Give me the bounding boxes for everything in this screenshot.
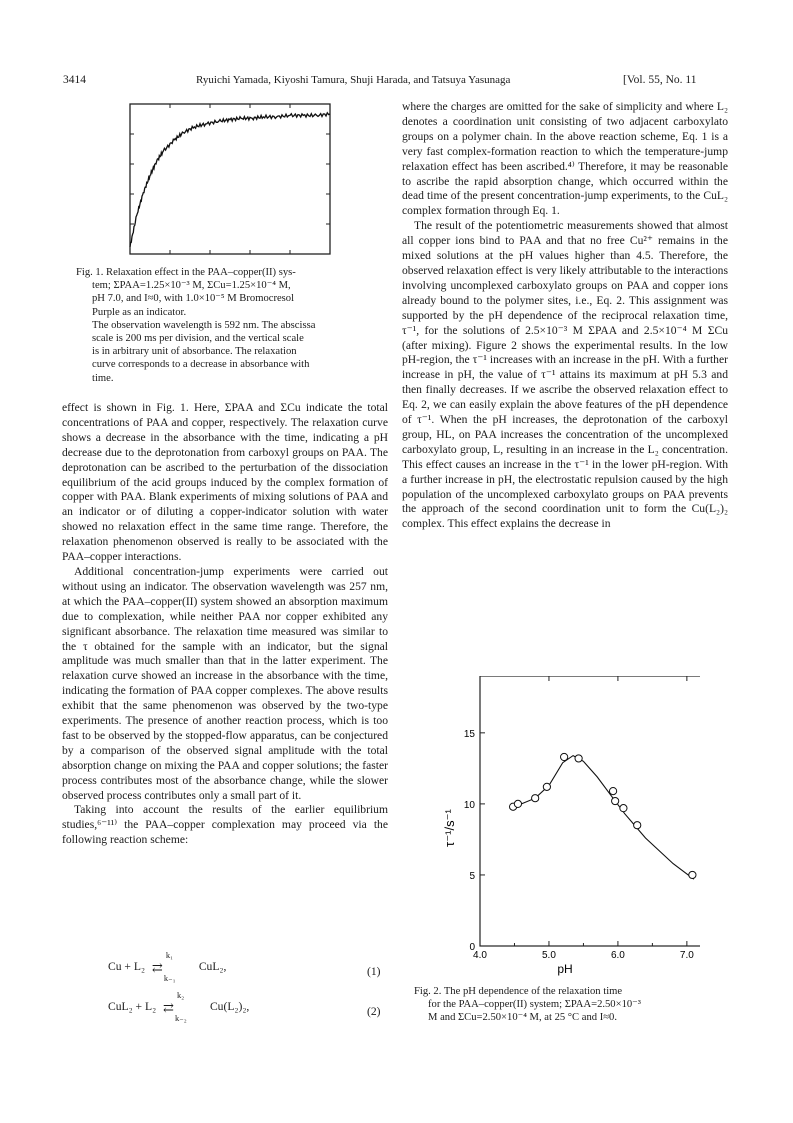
equation-1-number: (1)	[367, 965, 381, 978]
y-tick-label: 15	[463, 728, 475, 740]
figure-1-caption-line: The observation wavelength is 592 nm. The abscissa	[92, 319, 316, 331]
data-point	[575, 755, 582, 762]
equation-rhs: Cu(L₂)₂,	[209, 1000, 250, 1013]
figure-1-chart	[120, 103, 336, 258]
equation-rhs: CuL₂,	[198, 960, 227, 973]
x-tick-label: 4.0	[473, 950, 487, 961]
data-point	[689, 871, 696, 878]
paragraph: Taking into account the results of the earlier equilibrium studies,⁶⁻¹¹⁾ the PAA–copper complexation may proceed via the following reaction scheme:	[62, 803, 388, 847]
paragraph: where the charges are omitted for the sake of simplicity and where L₂ denotes a coordination unit consisting of two adjacent carboxylato groups on a polymer chain. In the above reaction scheme, Eq. 1 is a very fast complex-formation reaction to which the temperature-jump relaxation effect has been ascribed.⁴⁾ Therefore, it may be reasonable to ascribe the rapid absorption change, which occurred within the dead time of the present concentration-jump experiments, to the CuL₂ complex formation through Eq. 1.	[402, 100, 728, 218]
figure-1-caption-line: tem; ΣPAA=1.25×10⁻³ M, ΣCu=1.25×10⁻⁴ M,	[92, 280, 291, 292]
figure-1-caption-line: is in arbitrary unit of absorbance. The relaxation	[92, 346, 297, 358]
x-axis-label: pH	[557, 962, 573, 976]
right-column-text	[402, 100, 728, 532]
figure-1-caption-line: curve corresponds to a decrease in absorbance with	[92, 359, 310, 371]
y-tick-label: 5	[469, 870, 475, 882]
equilibrium-arrows-icon: ⇄	[163, 1000, 174, 1016]
running-head-volume: [Vol. 55, No. 11	[623, 74, 697, 86]
relaxation-curve	[130, 113, 330, 247]
figure-1-caption-line: time.	[92, 372, 114, 384]
left-column-text	[62, 401, 388, 848]
figure-2-caption-line: for the PAA–copper(II) system; ΣPAA=2.50×10⁻³	[428, 999, 641, 1011]
data-point	[561, 753, 568, 760]
data-point	[514, 800, 521, 807]
equation-1	[108, 950, 227, 984]
data-point	[532, 795, 539, 802]
paragraph: The result of the potentiometric measurements showed that almost all copper ions bind to PAA and that no free Cu²⁺ remains in the mixed solutions at the pH values higher than 4.5. Therefore, the observed relaxation effect is very likely attributable to the interactions involving uncomplexed carboxylato groups on PAA and copper ions already bound to the polymer sites, i.e., Eq. 2. This assignment was supported by the pH dependence of the reciprocal relaxation time, τ⁻¹, for the solutions of 2.5×10⁻³ M ΣPAA and 2.5×10⁻⁴ M ΣCu (after mixing). Figure 2 shows the experimental results. In the low pH-region, the τ⁻¹ increases with an increase in the pH. With a further increase in pH, the value of τ⁻¹ attains its maximum at pH 5.3 and then finally decreases. If we ascribe the observed relaxation effect to Eq. 2, we can easily explain the above features of the pH dependence of τ⁻¹. When the pH increases, the deprotonation of the carboxyl group, HL, on PAA increases the concentration of the uncomplexed carboxylato group, L, resulting in an increase in the L₂ concentration. This effect causes an increase in the τ⁻¹ in the lower pH-region. With a further increase in pH, the electrostatic repulsion caused by the high population of the uncomplexed carboxylato groups on PAA prevents the approach of the second coordination unit to form the Cu(L₂)₂ complex. This effect explains the decrease in	[402, 219, 728, 531]
fitted-curve	[511, 756, 694, 880]
equation-arrows	[151, 950, 192, 984]
equation-2-number: (2)	[367, 1005, 381, 1018]
data-point	[609, 788, 616, 795]
rate-constant-reverse: k₋₁	[163, 973, 176, 984]
equation-lhs: Cu + L₂	[108, 960, 145, 973]
figure-1-caption-line: Fig. 1. Relaxation effect in the PAA–copper(II) sys-	[76, 267, 296, 278]
rate-constant-reverse: k₋₂	[175, 1013, 187, 1024]
data-point	[612, 797, 619, 804]
x-tick-label: 5.0	[542, 950, 556, 961]
figure-2-caption-line: M and ΣCu=2.50×10⁻⁴ M, at 25 °C and I≈0.	[428, 1012, 617, 1024]
x-tick-label: 6.0	[610, 950, 625, 961]
y-tick-label: 0	[469, 942, 475, 953]
figure-1-caption-line: Purple as an indicator.	[92, 306, 187, 318]
figure-1-caption	[76, 266, 392, 385]
rate-constant-forward: k₁	[165, 950, 174, 961]
equilibrium-arrows-icon: ⇄	[151, 960, 163, 976]
y-axis-label: τ⁻¹/s⁻¹	[442, 809, 457, 847]
figure-1-caption-line: scale is 200 ms per division, and the vertical scale	[92, 333, 304, 345]
figure-2-chart	[440, 676, 700, 976]
paragraph: effect is shown in Fig. 1. Here, ΣPAA and ΣCu indicate the total concentrations of PAA and copper, respectively. The relaxation curve shows a decrease in the absorbance with the time, indicating a pH decrease due to the deprotonation from carboxyl groups on PAA. The deprotonation can be ascribed to the perturbation of the dissociation equilibrium of the acid groups induced by the complex formation of copper with PAA. Blank experiments of mixing solutions of PAA and an indicator or of diluting a copper-indicator solution with water showed no relaxation effect in the same time range. Therefore, the relaxation phenomenon observed is really to be associated with the PAA–copper interactions.	[62, 401, 388, 564]
equation-arrows	[163, 990, 203, 1024]
data-point	[543, 783, 550, 790]
figure-1-caption-line: pH 7.0, and I≈0, with 1.0×10⁻⁵ M Bromocresol	[92, 293, 295, 305]
data-point	[620, 805, 627, 812]
figure-2-caption-line: Fig. 2. The pH dependence of the relaxation time	[414, 986, 623, 997]
paragraph: Additional concentration-jump experiments were carried out without using an indicator. The observation wavelength was 257 nm, at which the PAA–copper(II) system showed an absorption maximum due to complexation, while neither PAA nor copper exhibited any significant absorbance. The relaxation time measured was similar to the τ obtained for the sample with an indicator, but the signal amplitude was much smaller than that in the latter experiment. The relaxation curve showed an increase in the absorbance with the time, indicating the formation of PAA copper complexes. The above results exhibit that the same phenomenon was observed by the two-type experiments. The presence of another reaction process, which is too fast to be observed by the stopped-flow apparatus, can be conjectured by a comparison of the observed signal amplitude with the total absorption change on mixing the PAA and copper solutions; the faster process contributes most of the absorbance change, while the slower observed process contributes only a small part of it.	[62, 564, 388, 802]
equation-lhs: CuL₂ + L₂	[108, 1000, 157, 1013]
equation-2	[108, 990, 250, 1024]
figure-2-caption	[414, 985, 730, 1025]
x-tick-label: 7.0	[679, 950, 694, 961]
rate-constant-forward: k₂	[177, 990, 185, 1001]
data-point	[634, 822, 641, 829]
page-number: 3414	[63, 74, 86, 86]
running-head-authors: Ryuichi Yamada, Kiyoshi Tamura, Shuji Harada, and Tatsuya Yasunaga	[196, 74, 511, 86]
y-tick-label: 10	[463, 799, 475, 811]
